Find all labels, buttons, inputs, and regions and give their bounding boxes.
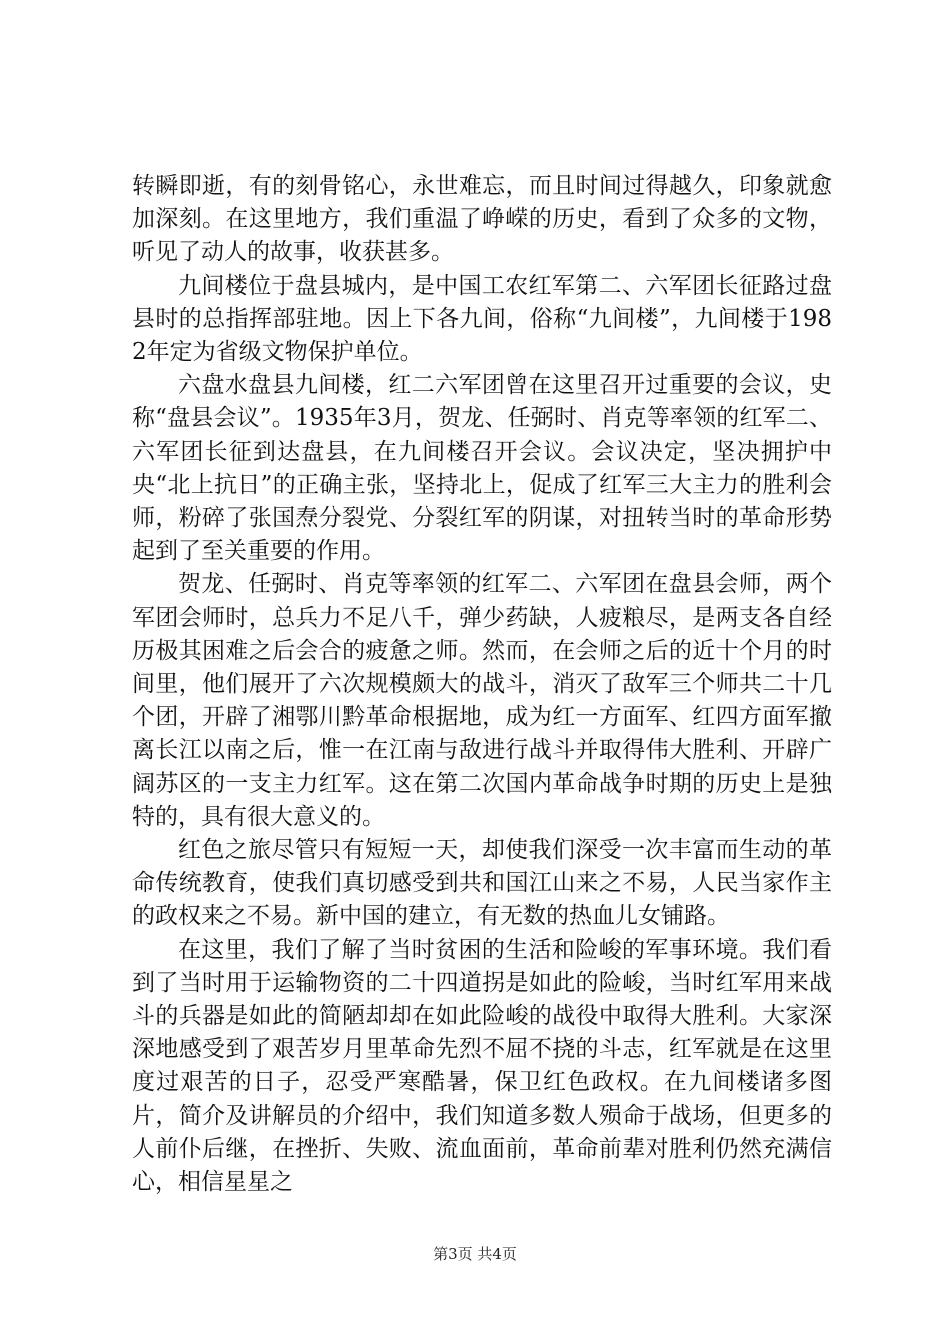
paragraph-6: 在这里，我们了解了当时贫困的生活和险峻的军事环境。我们看到了当时用于运输物资的二十四道拐是如此的险峻，当时红军用来战斗的兵器是如此的简陋却却在如此险峻的战役中取得大胜利。大家深深地感受到了艰苦岁月里革命先烈不屈不挠的斗志，红军就是在这里度过艰苦的日子，忍受严寒酷暑，保卫红色政权。在九间楼诸多图片，简介及讲解员的介绍中，我们知道多数人殒命于战场，但更多的人前仆后继，在挫折、失败、流血面前，革命前辈对胜利仍然充满信心，相信星星之 (132, 936, 832, 1196)
page-footer (0, 1244, 950, 1264)
paragraph-1: 转瞬即逝，有的刻骨铭心，永世难忘，而且时间过得越久，印象就愈加深刻。在这里地方，我们重温了峥嵘的历史，看到了众多的文物，听见了动人的故事，收获甚多。 (132, 173, 832, 266)
paragraph-4: 贺龙、任弼时、肖克等率领的红军二、六军团在盘县会师，两个军团会师时，总兵力不足八千，弹少药缺，人疲粮尽，是两支各自经历极其困难之后会合的疲惫之师。然而，在会师之后的近十个月的时间里，他们展开了六次规模颇大的战斗，消灭了敌军三个师共二十几个团，开辟了湘鄂川黔革命根据地，成为红一方面军、红四方面军撤离长江以南之后，惟一在江南与敌进行战斗并取得伟大胜利、开辟广阔苏区的一支主力红军。这在第二次国内革命战争时期的历史上是独特的，具有很大意义的。 (132, 571, 832, 830)
paragraph-2: 九间楼位于盘县城内，是中国工农红军第二、六军团长征路过盘县时的总指挥部驻地。因上下各九间，俗称“九间楼”，九间楼于1982年定为省级文物保护单位。 (132, 272, 832, 366)
paragraph-3: 六盘水盘县九间楼，红二六军团曾在这里召开过重要的会议，史称“盘县会议”。1935年3月，贺龙、任弼时、肖克等率领的红军二、六军团长征到达盘县，在九间楼召开会议。会议决定，坚决拥护中央“北上抗日”的正确主张，坚持北上，促成了红军三大主力的胜利会师，粉碎了张国焘分裂党、分裂红军的阴谋，对扭转当时的革命形势起到了至关重要的作用。 (132, 372, 832, 565)
paragraph-5: 红色之旅尽管只有短短一天，却使我们深受一次丰富而生动的革命传统教育，使我们真切感受到共和国江山来之不易，人民当家作主的政权来之不易。新中国的建立，有无数的热血儿女铺路。 (132, 837, 832, 930)
document-body (132, 170, 832, 1199)
page-number-label: 第3页 共4页 (433, 1245, 517, 1263)
